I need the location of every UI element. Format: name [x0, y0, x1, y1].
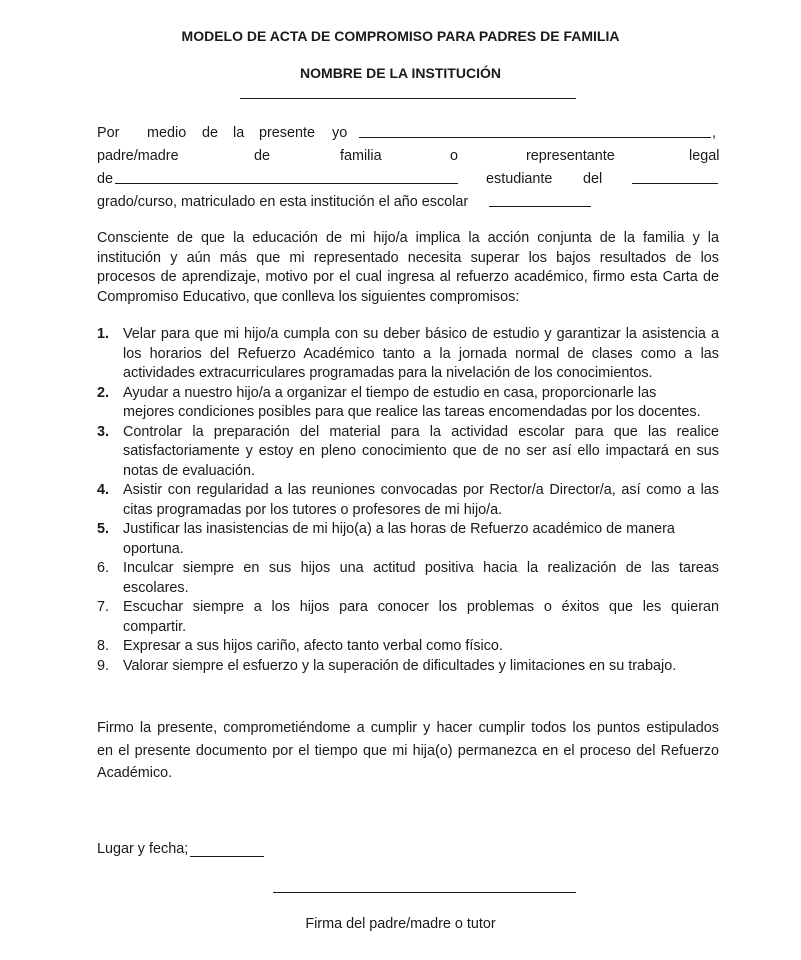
intro-word: representante	[526, 148, 615, 164]
item-line: los horarios del Refuerzo Académico tanto a la jornada normal de clases como a las	[123, 345, 719, 362]
intro-word: de	[202, 125, 219, 141]
intro-line-3	[97, 168, 719, 190]
intro-word: Por	[97, 125, 120, 141]
item-line: compartir.	[123, 618, 187, 635]
list-item	[97, 384, 719, 423]
item-line: Expresar a sus hijos cariño, afecto tanto verbal como físico.	[123, 638, 503, 654]
intro-word: de	[97, 171, 114, 187]
item-line: Controlar la preparación del material para la actividad escolar para que las realice	[123, 423, 719, 440]
item-number: 6.	[97, 560, 110, 576]
item-line: Asistir con regularidad a las reuniones convocadas por Rector/a Director/a, así como a las	[123, 482, 719, 498]
item-line: satisfactoriamente y estoy en pleno conocimiento que de no ser así ello impactará en sus	[123, 443, 719, 459]
document-title: MODELO DE ACTA DE COMPROMISO PARA PADRES DE FAMILIA	[181, 28, 620, 44]
closing-line: en el presente documento por el tiempo que mi hija(o) permanezca en el proceso del Refuerzo	[97, 742, 719, 759]
item-line: notas de evaluación.	[123, 462, 256, 479]
item-line: Escuchar siempre a los hijos para conocer los problemas o éxitos que les quieran	[123, 599, 719, 615]
item-number: 2.	[97, 384, 110, 401]
item-line: citas programadas por los tutores o profesores de mi hijo/a.	[123, 501, 503, 518]
item-line: escolares.	[123, 579, 189, 596]
intro-word: yo	[332, 125, 348, 141]
intro-word: padre/madre	[97, 148, 179, 164]
list-item	[97, 598, 719, 637]
intro-word: legal	[689, 148, 720, 164]
intro-word: presente	[259, 125, 316, 141]
item-line: Valorar siempre el esfuerzo y la superación de dificultades y limitaciones en su trabajo.	[123, 657, 677, 674]
item-number: 1.	[97, 326, 110, 342]
intro-word: estudiante	[486, 171, 553, 187]
intro-comma: ,	[712, 125, 716, 141]
place-date-label: Lugar y fecha;	[97, 841, 189, 857]
item-number: 4.	[97, 482, 110, 498]
commitments-list	[97, 325, 719, 676]
list-item	[97, 520, 719, 559]
intro-word: familia	[340, 148, 382, 164]
closing-paragraph	[97, 717, 719, 785]
item-line: Inculcar siempre en sus hijos una actitud positiva hacia la realización de las tareas	[123, 560, 719, 576]
item-number: 8.	[97, 638, 110, 654]
paragraph-line: institución y aún más que mi representado necesita superar los bajos resultados de los	[97, 249, 719, 266]
signature-label: Firma del padre/madre o tutor	[305, 916, 496, 932]
item-line: oportuna.	[123, 540, 184, 557]
list-item	[97, 481, 719, 520]
intro-line-1	[97, 122, 719, 144]
list-item	[97, 637, 719, 657]
intro-text: grado/curso, matriculado en esta institución el año escolar	[97, 194, 469, 210]
institution-underline	[240, 98, 576, 99]
paragraph-line: Consciente de que la educación de mi hijo/a implica la acción conjunta de la familia y la	[97, 230, 719, 246]
intro-word: del	[583, 171, 603, 187]
item-number: 5.	[97, 521, 110, 537]
item-line: mejores condiciones posibles para que realice las tareas encomendadas por los docentes.	[123, 404, 701, 420]
intro-word: o	[450, 148, 459, 164]
intro-line-4	[97, 191, 719, 213]
item-line: Justificar las inasistencias de mi hijo(a) a las horas de Refuerzo académico de manera	[123, 521, 675, 537]
intro-word: medio	[147, 125, 187, 141]
institution-name: NOMBRE DE LA INSTITUCIÓN	[300, 65, 501, 81]
grade-blank[interactable]	[632, 168, 718, 184]
item-number: 9.	[97, 657, 110, 674]
item-number: 3.	[97, 423, 110, 440]
item-number: 7.	[97, 599, 110, 615]
list-item	[97, 657, 719, 677]
signature-line[interactable]	[273, 892, 576, 893]
intro-word: la	[233, 125, 245, 141]
item-line: Velar para que mi hijo/a cumpla con su deber básico de estudio y garantizar la asistencia a	[123, 326, 719, 342]
intro-word: de	[254, 148, 271, 164]
list-item	[97, 559, 719, 598]
list-item	[97, 325, 719, 384]
name-blank[interactable]	[359, 122, 711, 138]
place-date-blank[interactable]	[190, 856, 264, 857]
closing-line: Académico.	[97, 765, 173, 781]
item-line: Ayudar a nuestro hijo/a a organizar el tiempo de estudio en casa, proporcionarle las	[123, 384, 657, 401]
list-item	[97, 423, 719, 482]
item-line: actividades extracurriculares programadas para la nivelación de los conocimientos.	[123, 365, 653, 381]
school-year-blank[interactable]	[489, 191, 591, 207]
closing-line: Firmo la presente, comprometiéndome a cumplir y hacer cumplir todos los puntos estipulados	[97, 720, 719, 736]
intro-paragraph	[97, 229, 719, 307]
student-name-blank[interactable]	[115, 168, 458, 184]
paragraph-line: procesos de aprendizaje, motivo por el cual ingresa al refuerzo académico, firmo esta Carta de	[97, 269, 719, 285]
paragraph-line: Compromiso Educativo, que conlleva los siguientes compromisos:	[97, 288, 520, 305]
intro-line-2	[97, 145, 719, 167]
